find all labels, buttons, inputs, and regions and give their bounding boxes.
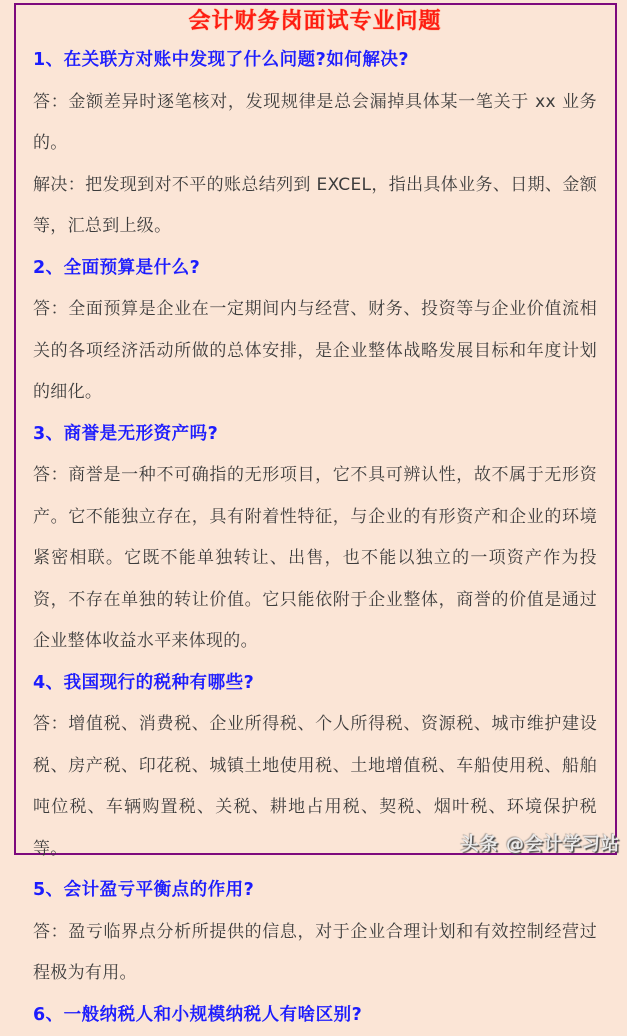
- question-6-heading: 6、一般纳税人和小规模纳税人有啥区别?: [33, 995, 597, 1036]
- question-2-heading: 2、全面预算是什么?: [33, 248, 597, 290]
- question-5-answer-paragraph: 答：盈亏临界点分析所提供的信息，对于企业合理计划和有效控制经营过程极为有用。: [33, 912, 597, 995]
- question-5-heading: 5、会计盈亏平衡点的作用?: [33, 870, 597, 912]
- document-content: [33, 6, 597, 1036]
- toutiao-watermark: 头条 @会计学习站: [461, 830, 620, 856]
- question-4-answer-paragraph: 答：增值税、消费税、企业所得税、个人所得税、资源税、城市维护建设税、房产税、印花税、城镇土地使用税、土地增值税、车船使用税、船舶吨位税、车辆购置税、关税、耕地占用税、契税、烟叶税、环境保护税等。: [33, 704, 597, 870]
- question-1-solution-paragraph: 解决：把发现到对不平的账总结列到 EXCEL，指出具体业务、日期、金额等，汇总到上级。: [33, 165, 597, 248]
- question-2-answer-paragraph: 答：全面预算是企业在一定期间内与经营、财务、投资等与企业价值流相关的各项经济活动所做的总体安排，是企业整体战略发展目标和年度计划的细化。: [33, 289, 597, 414]
- question-4-heading: 4、我国现行的税种有哪些?: [33, 663, 597, 705]
- question-1-answer-paragraph: 答：金额差异时逐笔核对，发现规律是总会漏掉具体某一笔关于 xx 业务的。: [33, 82, 597, 165]
- question-3-answer-paragraph: 答：商誉是一种不可确指的无形项目，它不具可辨认性，故不属于无形资产。它不能独立存在，具有附着性特征，与企业的有形资产和企业的环境紧密相联。它既不能单独转让、出售，也不能以独立的一项资产作为投资，不存在单独的转让价值。它只能依附于企业整体，商誉的价值是通过企业整体收益水平来体现的。: [33, 455, 597, 663]
- page-title: 会计财务岗面试专业问题: [33, 6, 597, 38]
- question-1-heading: 1、在关联方对账中发现了什么问题?如何解决?: [33, 40, 597, 82]
- question-3-heading: 3、商誉是无形资产吗?: [33, 414, 597, 456]
